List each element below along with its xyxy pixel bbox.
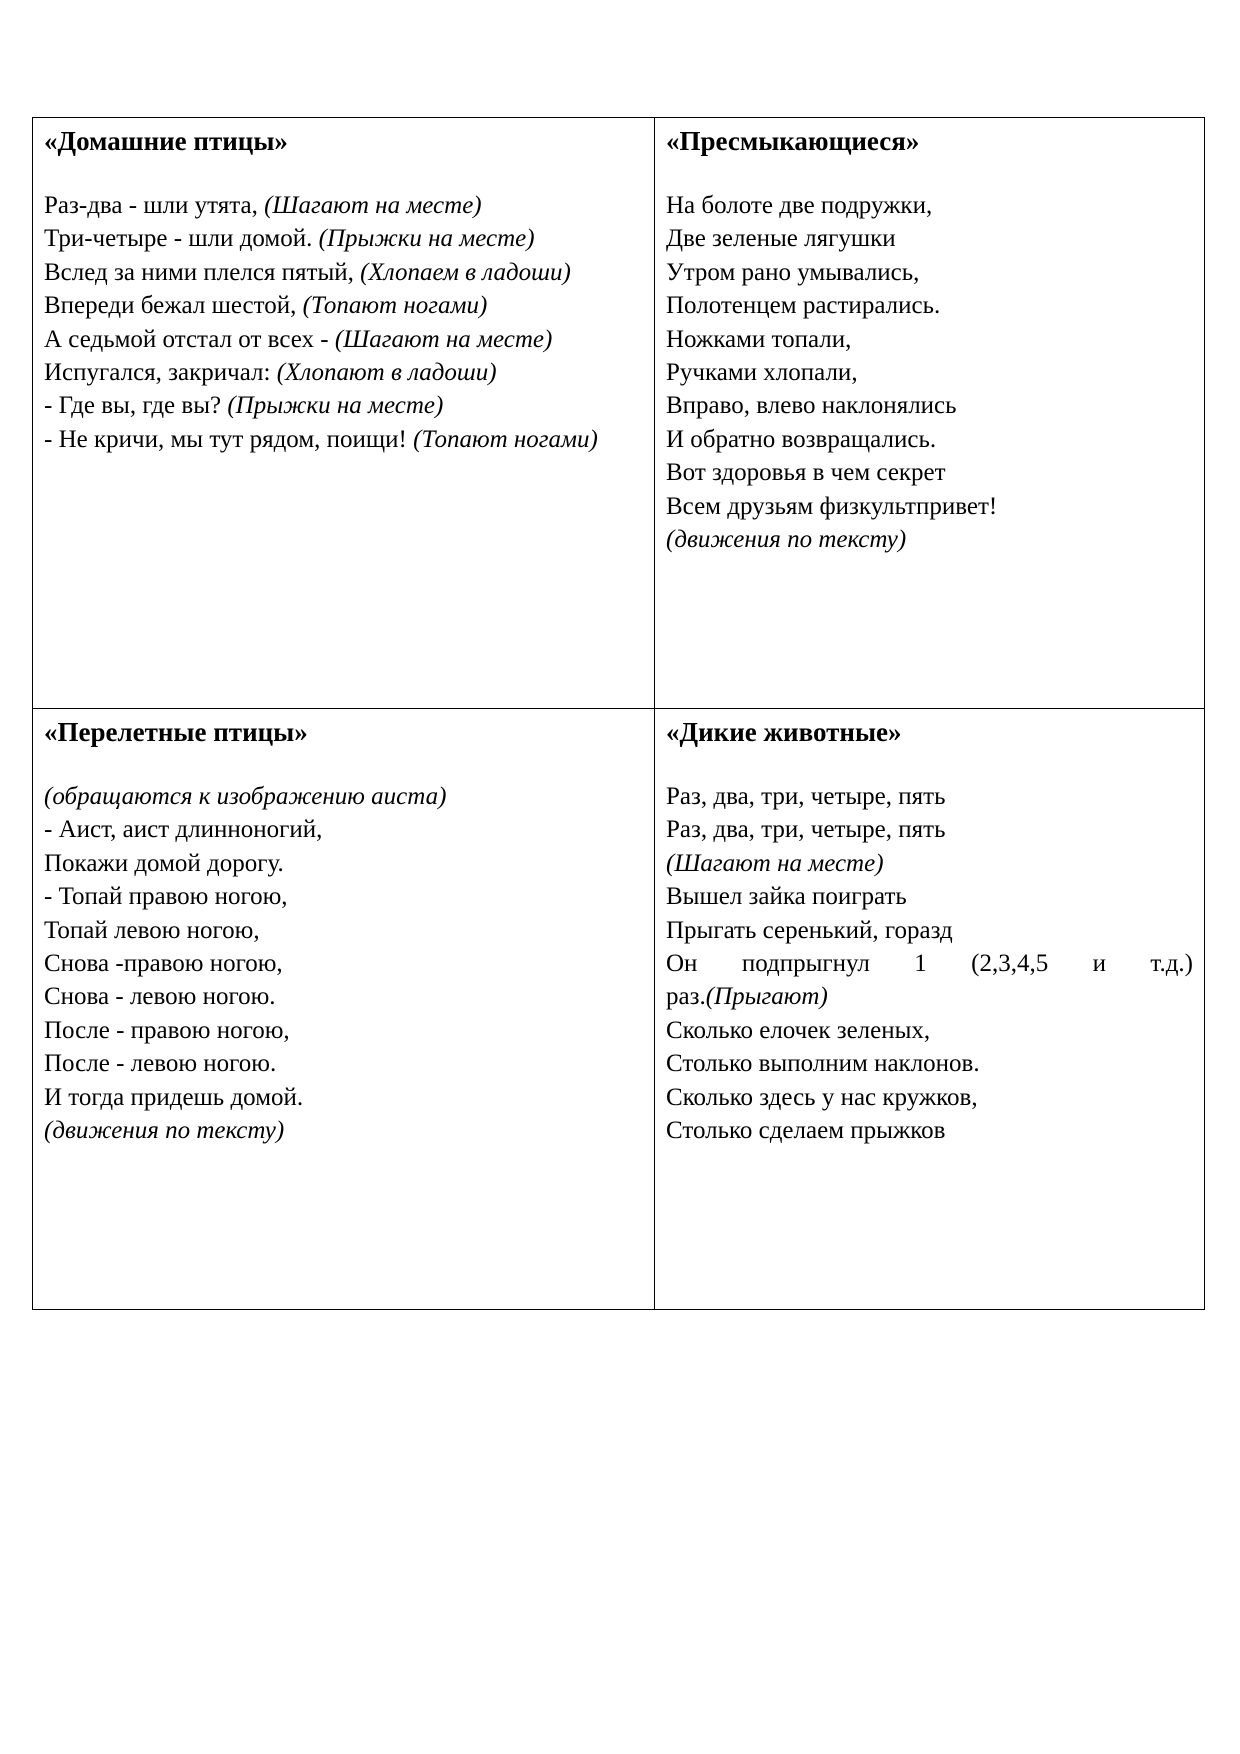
verse-line [44, 356, 643, 389]
verse-line [666, 189, 1193, 222]
verse-text: Две зеленые лягушки [666, 225, 896, 253]
verse-text: Он подпрыгнул 1 (2,3,4,5 и т.д.) [666, 950, 1193, 978]
verse-line [666, 289, 1193, 322]
verse-text: А седьмой отстал от всех - [44, 325, 335, 353]
verse-line [44, 423, 643, 456]
verse-line [666, 1114, 1193, 1147]
verse-text: Сколько елочек зеленых, [666, 1016, 931, 1044]
verse-text: Раз-два - шли утята, [44, 192, 265, 219]
verse-line [666, 914, 1193, 947]
verse-text: Впереди бежал шестой, [44, 292, 303, 320]
verse-line [44, 289, 643, 322]
stage-direction: (Прыжки на месте) [318, 225, 535, 253]
stage-direction: (Топают ногами) [302, 292, 488, 320]
cell-body [44, 189, 643, 456]
verse-text: Ручками хлопали, [666, 359, 858, 387]
verse-text: Всем друзьям физкультпривет! [666, 492, 998, 520]
verse-line [44, 1081, 643, 1114]
verse-line [666, 222, 1193, 255]
stage-direction: (движения по тексту) [666, 526, 907, 554]
stage-direction: (Топают ногами) [413, 425, 598, 453]
cell-title: «Домашние птицы» [44, 126, 288, 156]
verse-line [666, 256, 1193, 289]
verse-line [44, 914, 643, 947]
verse-line [666, 1047, 1193, 1080]
verse-line [666, 423, 1193, 456]
verse-text: Снова - левою ногою. [44, 983, 276, 1011]
verse-line [44, 222, 643, 255]
verse-text: Столько выполним наклонов. [666, 1050, 980, 1078]
verse-text: - Где вы, где вы? [44, 392, 228, 420]
verse-text: раз. [666, 983, 706, 1011]
verse-text: После - левою ногою. [44, 1050, 277, 1078]
verse-text: Испугался, закричал: [44, 359, 277, 387]
stage-direction: (Шагают на месте) [264, 192, 482, 219]
verse-line [666, 813, 1193, 846]
verse-text: На болоте две подружки, [666, 192, 933, 219]
stage-direction: (Шагают на месте) [334, 325, 553, 353]
verse-line [666, 880, 1193, 913]
verse-line [44, 813, 643, 846]
verse-line [44, 847, 643, 880]
verse-line [44, 389, 643, 422]
verse-line [44, 1047, 643, 1080]
verse-line [44, 1114, 643, 1147]
table-row [33, 118, 1205, 709]
stage-direction: (Хлопаем в ладоши) [360, 258, 571, 286]
verse-text: Снова -правою ногою, [44, 950, 283, 978]
verse-line [666, 847, 1193, 880]
verse-text: Вышел зайка поиграть [666, 883, 907, 911]
cell-body [44, 780, 643, 1147]
cell-body [666, 780, 1193, 1147]
cell-reptiles [655, 118, 1205, 709]
verse-line [44, 323, 643, 356]
cell-title: «Пресмыкающиеся» [666, 126, 920, 156]
verse-text: Вслед за ними плелся пятый, [44, 258, 361, 286]
verse-text: Полотенцем растирались. [666, 292, 941, 320]
verse-text: Вот здоровья в чем секрет [666, 459, 946, 487]
verse-line [44, 1014, 643, 1047]
table-row [33, 709, 1205, 1310]
verse-text: Сколько здесь у нас кружков, [666, 1083, 978, 1111]
cell-wild-animals [655, 709, 1205, 1310]
verse-line [44, 880, 643, 913]
cell-body [666, 189, 1193, 556]
stage-direction: (Прыжки на месте) [227, 392, 444, 420]
stage-direction: (Прыгают) [705, 983, 828, 1011]
verse-text: Столько сделаем прыжков [666, 1117, 946, 1145]
verse-text: Вправо, влево наклонялись [666, 392, 957, 420]
verse-text: Прыгать серенький, горазд [666, 916, 953, 944]
verse-line [666, 980, 1193, 1013]
verse-text: Топай левою ногою, [44, 916, 260, 944]
verse-text: И тогда придешь домой. [44, 1083, 304, 1111]
verse-line [44, 780, 643, 813]
verse-line [666, 523, 1193, 556]
verse-text: И обратно возвращались. [666, 425, 937, 453]
verse-line [666, 490, 1193, 523]
verse-line [666, 1014, 1193, 1047]
verse-text: - Топай правою ногою, [44, 883, 288, 911]
verse-line [666, 356, 1193, 389]
verse-line [666, 1081, 1193, 1114]
verse-line [666, 456, 1193, 489]
verse-line [666, 780, 1193, 813]
cell-title: «Перелетные птицы» [44, 717, 308, 747]
verse-line [44, 256, 643, 289]
verse-text: Раз, два, три, четыре, пять [666, 783, 946, 810]
verse-line [44, 189, 643, 222]
verse-line [44, 947, 643, 980]
exercise-table [32, 117, 1205, 1310]
stage-direction: (Шагают на месте) [666, 849, 884, 877]
verse-text: Три-четыре - шли домой. [44, 225, 319, 253]
verse-text: Покажи домой дорогу. [44, 849, 284, 877]
verse-line [44, 980, 643, 1013]
verse-text: - Не кричи, мы тут рядом, поищи! [44, 425, 414, 453]
cell-migratory-birds [33, 709, 655, 1310]
stage-direction: (обращаются к изображению аиста) [44, 783, 447, 810]
verse-line [666, 947, 1193, 980]
cell-domestic-birds [33, 118, 655, 709]
verse-text: После - правою ногою, [44, 1016, 290, 1044]
verse-text: - Аист, аист длинноногий, [44, 816, 323, 844]
cell-title: «Дикие животные» [666, 717, 902, 747]
verse-line [666, 389, 1193, 422]
verse-text: Раз, два, три, четыре, пять [666, 816, 946, 844]
verse-line [666, 323, 1193, 356]
stage-direction: (Хлопают в ладоши) [276, 359, 497, 387]
verse-text: Утром рано умывались, [666, 258, 920, 286]
stage-direction: (движения по тексту) [44, 1117, 285, 1145]
verse-text: Ножками топали, [666, 325, 852, 353]
